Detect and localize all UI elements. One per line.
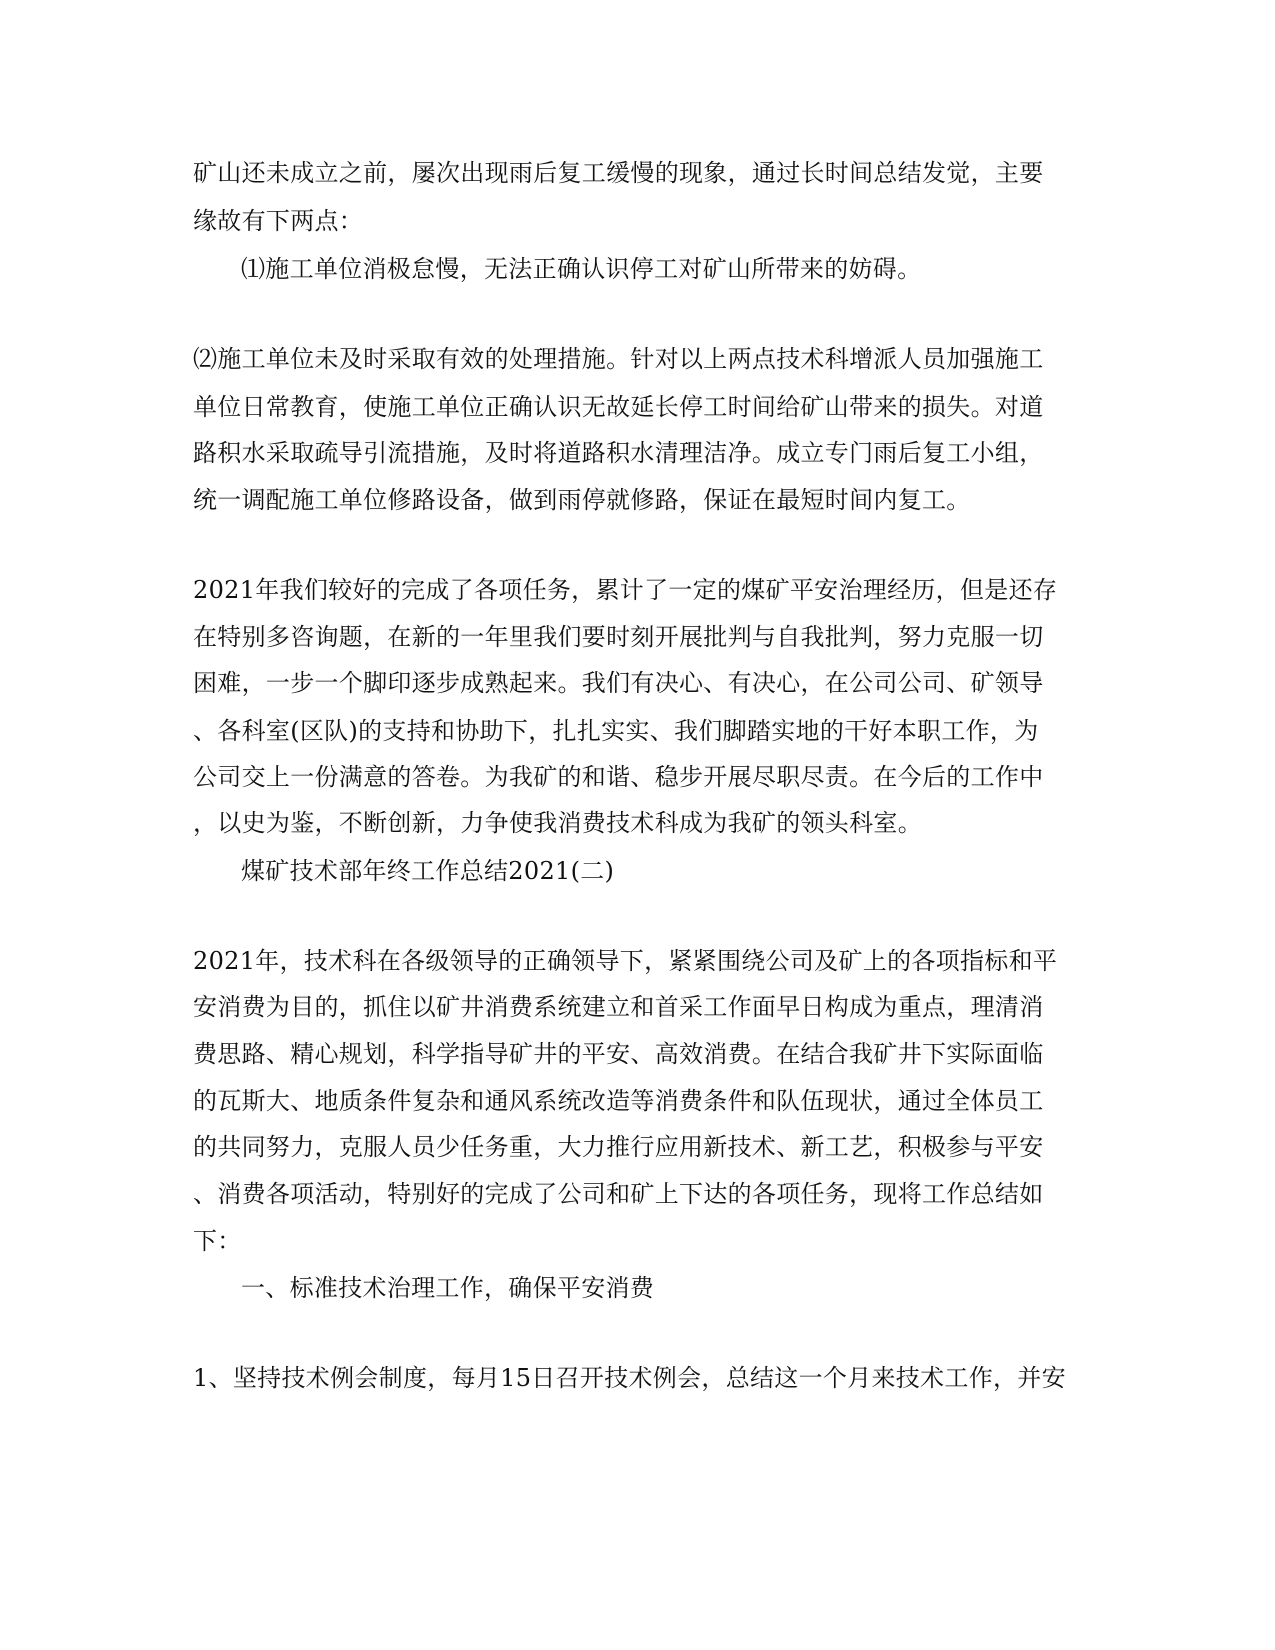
text-line: 费思路、精心规划，科学指导矿井的平安、高效消费。在结合我矿井下实际面临 [193,1040,1044,1068]
text-line: 、各科室(区队)的支持和协助下，扎扎实实、我们脚踏实地的干好本职工作，为 [193,717,1039,745]
text-line: 的瓦斯大、地质条件复杂和通风系统改造等消费条件和队伍现状，通过全体员工 [193,1087,1044,1115]
text-line: 安消费为目的，抓住以矿井消费系统建立和首采工作面早日构成为重点，理清消 [193,993,1044,1021]
text-line: 下： [193,1227,242,1255]
text-line: 矿山还未成立之前，屡次出现雨后复工缓慢的现象，通过长时间总结发觉，主要 [193,159,1044,187]
text-line: 1、坚持技术例会制度，每月15日召开技术例会，总结这一个月来技术工作，并安 [193,1364,1066,1392]
text-line: 在特别多咨询题，在新的一年里我们要时刻开展批判与自我批判，努力克服一切 [193,623,1044,651]
text-line: 、消费各项活动，特别好的完成了公司和矿上下达的各项任务，现将工作总结如 [193,1180,1044,1208]
text-line: 缘故有下两点： [193,207,364,235]
text-line: 公司交上一份满意的答卷。为我矿的和谐、稳步开展尽职尽责。在今后的工作中 [193,763,1044,791]
text-line: ⑴施工单位消极怠慢，无法正确认识停工对矿山所带来的妨碍。 [241,255,922,283]
text-line: 困难，一步一个脚印逐步成熟起来。我们有决心、有决心，在公司公司、矿领导 [193,669,1044,697]
text-line: 统一调配施工单位修路设备，做到雨停就修路，保证在最短时间内复工。 [193,486,971,514]
text-line: ，以史为鉴，不断创新，力争使我消费技术科成为我矿的领头科室。 [193,809,922,837]
text-line: 2021年，技术科在各级领导的正确领导下，紧紧围绕公司及矿上的各项指标和平 [193,947,1058,975]
text-line: 的共同努力，克服人员少任务重，大力推行应用新技术、新工艺，积极参与平安 [193,1133,1044,1161]
text-line: 2021年我们较好的完成了各项任务，累计了一定的煤矿平安治理经历，但是还存 [193,576,1058,604]
text-line: 路积水采取疏导引流措施，及时将道路积水清理洁净。成立专门雨后复工小组， [193,439,1044,467]
text-line: 单位日常教育，使施工单位正确认识无故延长停工时间给矿山带来的损失。对道 [193,393,1044,421]
subsection-heading: 一、标准技术治理工作，确保平安消费 [241,1274,655,1302]
text-line: ⑵施工单位未及时采取有效的处理措施。针对以上两点技术科增派人员加强施工 [193,345,1044,373]
section-heading: 煤矿技术部年终工作总结2021(二) [241,857,615,885]
